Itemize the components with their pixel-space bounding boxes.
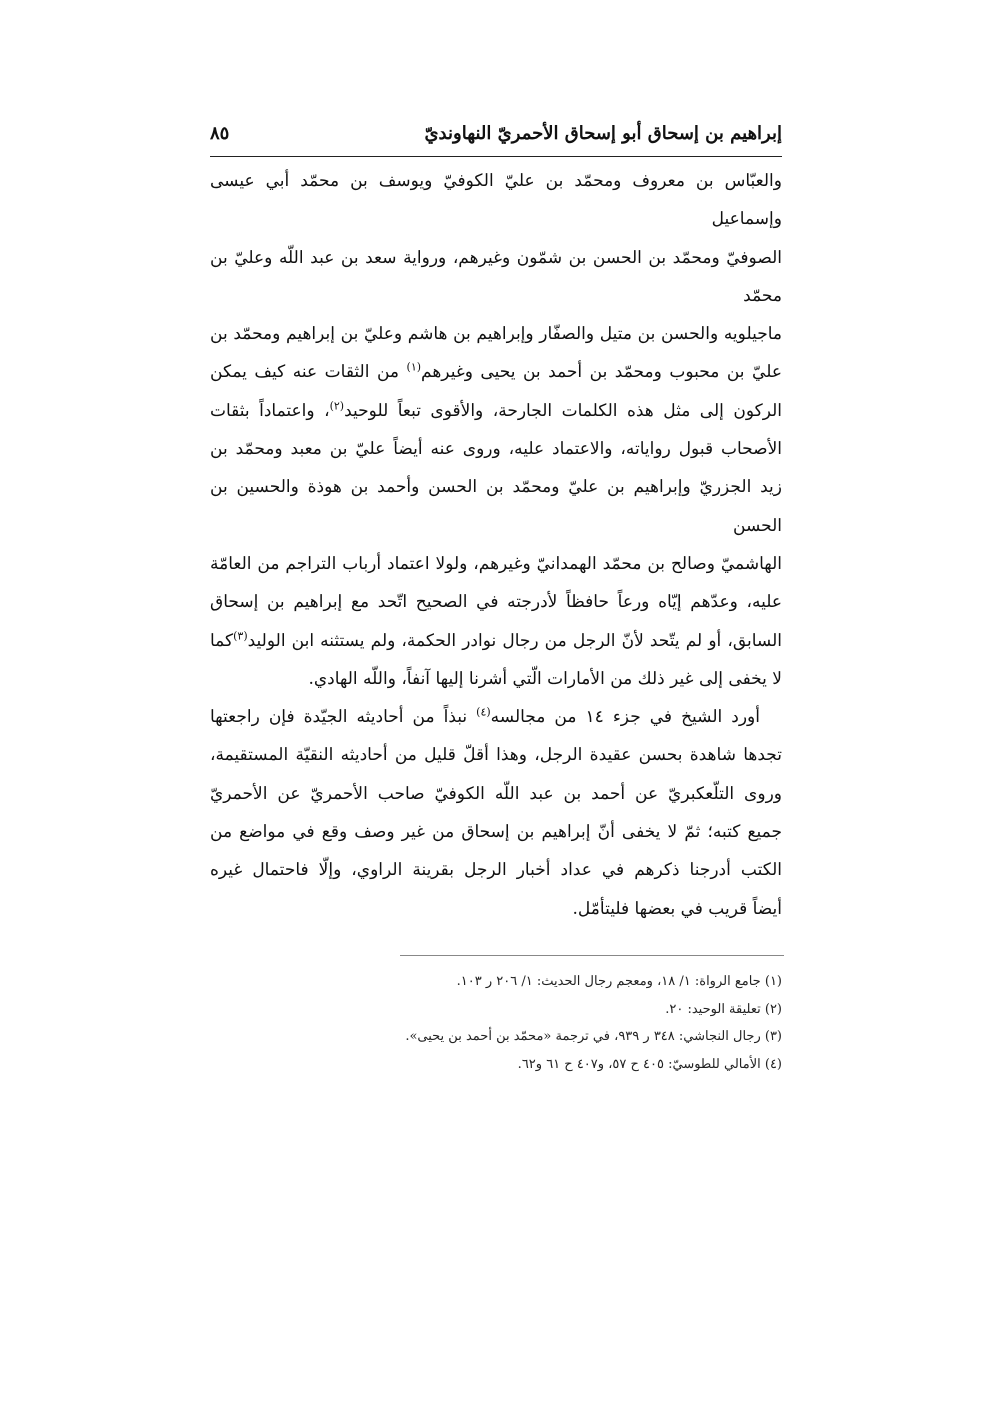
footnote-4: (٤) الأمالي للطوسيّ: ٤٠٥ ح ٥٧، و٤٠٧ ح ٦١ و٦٢. <box>517 1056 782 1072</box>
header-divider <box>210 156 782 157</box>
footnote-2: (٢) تعليقة الوحيد: ٢٠. <box>665 1001 782 1017</box>
text-segment: نبذاً من أحاديثه الجيّدة فإن راجعتها <box>210 707 477 728</box>
running-header <box>210 118 782 152</box>
text-line: أيضاً قريب في بعضها فليتأمّل. <box>572 898 782 919</box>
text-segment: الركون إلى مثل هذه الكلمات الجارحة، والأقوى تبعاً للوحيد <box>344 400 782 421</box>
paragraph-2 <box>210 698 782 928</box>
text-line: والعبّاس بن معروف ومحمّد بن عليّ الكوفيّ ويوسف بن محمّد أبي عيسى وإسماعيل <box>210 171 782 230</box>
text-segment: ، واعتماداً بثقات <box>210 400 330 421</box>
text-segment: أورد الشيخ في جزء ١٤ من مجالسه <box>490 707 760 728</box>
text-line: وروى التلّعكبريّ عن أحمد بن عبد اللّه الكوفيّ صاحب الأحمريّ عن الأحمريّ <box>210 783 782 804</box>
paragraph-1 <box>210 162 782 698</box>
text-line <box>210 622 782 660</box>
text-line <box>210 353 782 391</box>
text-segment: كما <box>210 630 234 651</box>
text-line: الأصحاب قبول رواياته، والاعتماد عليه، وروى عنه أيضاً عليّ بن معبد ومحمّد بن <box>210 439 782 460</box>
page-number: ٨٥ <box>210 123 230 144</box>
text-line: لا يخفى إلى غير ذلك من الأمارات الّتي أشرنا إليها آنفاً، واللّه الهادي. <box>308 668 782 689</box>
text-segment: عليّ بن محبوب ومحمّد بن أحمد بن يحيى وغيرهم <box>421 362 782 383</box>
footnote-3: (٣) رجال النجاشي: ٣٤٨ ر ٩٣٩، في ترجمة «محمّد بن أحمد بن يحيى». <box>405 1029 782 1044</box>
text-segment: من الثقات عنه كيف يمكن <box>210 362 407 383</box>
running-header-title: إبراهيم بن إسحاق أبو إسحاق الأحمريّ النهاونديّ <box>424 123 782 144</box>
text-line: الكتب أدرجنا ذكرهم في عداد أخبار الرجل بقرينة الراوي، وإلّا فاحتمال غيره <box>210 860 782 881</box>
text-line <box>210 392 782 430</box>
text-line: الصوفيّ ومحمّد بن الحسن بن شمّون وغيرهم، ورواية سعد بن عبد اللّه وعليّ بن محمّد <box>210 247 782 306</box>
footnote-marker-4: (٤) <box>476 705 491 719</box>
text-line: جميع كتبه؛ ثمّ لا يخفى أنّ إبراهيم بن إسحاق من غير وصف وقع في مواضع من <box>210 822 782 843</box>
text-line: ماجيلويه والحسن بن متيل والصفّار وإبراهيم بن هاشم وعليّ بن إبراهيم ومحمّد بن <box>210 324 782 345</box>
text-line <box>210 698 782 736</box>
text-segment: السابق، أو لم يتّحد لأنّ الرجل من رجال نوادر الحكمة، ولم يستثنه ابن الوليد <box>247 630 782 651</box>
main-text <box>210 162 782 928</box>
text-line: تجدها شاهدة بحسن عقيدة الرجل، وهذا أقلّ قليل من أحاديثه النقيّة المستقيمة، <box>210 745 782 766</box>
text-line: الهاشميّ وصالح بن محمّد الهمدانيّ وغيرهم، ولولا اعتماد أرباب التراجم من العامّة <box>210 553 782 574</box>
footnote-marker-1: (١) <box>406 360 422 374</box>
text-line: عليه، وعدّهم إيّاه ورعاً حافظاً لأدرجته في الصحيح اتّحد مع إبراهيم بن إسحاق <box>210 592 782 613</box>
footnote-marker-2: (٢) <box>329 399 345 413</box>
text-line: زيد الجزريّ وإبراهيم بن عليّ ومحمّد بن الحسن وأحمد بن هوذة والحسين بن الحسن <box>210 477 782 536</box>
footnotes <box>210 968 782 1078</box>
footnote-separator <box>400 955 784 956</box>
footnote-1: (١) جامع الرواة: ١/ ١٨، ومعجم رجال الحديث: ١/ ٢٠٦ ر ١٠٣. <box>456 974 782 989</box>
footnote-marker-3: (٣) <box>233 628 248 642</box>
